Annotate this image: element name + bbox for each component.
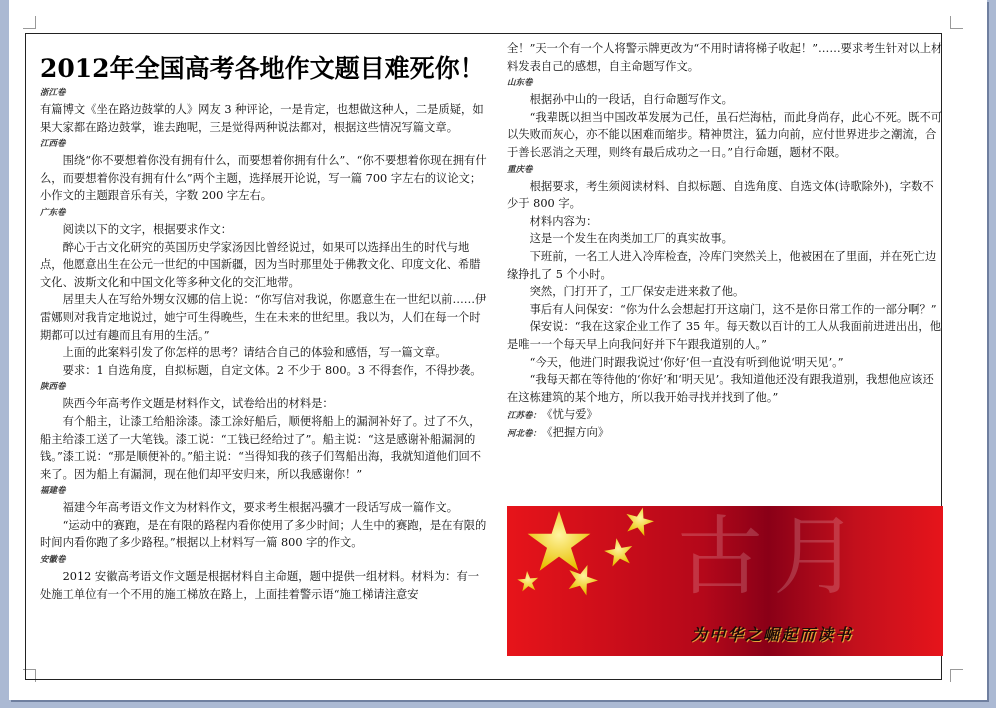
paragraph: “运动中的赛跑，是在有限的路程内看你使用了多少时间；人生中的赛跑，是在有限的时间内看你跑了多少路程。”根据以上材料写一篇 800 字的作文。 xyxy=(40,518,487,550)
paragraph: 要求：1 自选角度，自拟标题，自定文体。2 不少于 800。3 不得套作，不得抄袭。 xyxy=(62,363,482,377)
paragraph: 下班前，一名工人进入冷库检查，冷库门突然关上，他被困在了里面，并在死亡边缘挣扎了 5 个小时。 xyxy=(507,249,937,281)
section-label: 江苏卷： xyxy=(507,411,542,422)
text-column-left xyxy=(40,40,490,603)
section-heading: 江西卷 xyxy=(40,139,66,150)
banner-image xyxy=(507,506,943,656)
paragraph: 突然，门打开了，工厂保安走进来救了他。 xyxy=(529,285,745,299)
crop-mark-top-left xyxy=(23,16,36,29)
small-star-icon-3 xyxy=(563,560,601,598)
paragraph: 陕西今年高考作文题是材料作文，试卷给出的材料是： xyxy=(62,397,334,411)
paragraph: “我每天都在等待他的‘你好’和‘明天见’。我知道他还没有跟我道别，我想他应该还在这栋建筑的某个地方，所以我开始寻找并找到了他。” xyxy=(507,373,934,404)
paragraph: 福建今年高考语文作文为材料作文，要求考生根据冯骥才一段话写成一篇作文。 xyxy=(62,501,458,515)
paragraph: 这是一个发生在肉类加工厂的真实故事。 xyxy=(529,232,733,246)
paragraph: 居里夫人在写给外甥女汉娜的信上说：“你写信对我说，你愿意生在一世纪以前……伊雷娜则对我肯定地说过，她宁可生得晚些，生在未来的世纪里。我以为，人们在每一个时期都可以过有趣而且有用的生活。” xyxy=(40,293,487,342)
section-essay-title: 《忧与爱》 xyxy=(547,408,598,422)
section-heading: 重庆卷 xyxy=(507,164,533,175)
section-heading: 福建卷 xyxy=(40,486,66,497)
paragraph: 有篇博文《坐在路边鼓掌的人》网友 3 种评论，一是肯定，也想做这种人，二是质疑，如果大家都在路边鼓掌，谁去跑呢，三是觉得两种说法都对，根据这些情况写篇文章。 xyxy=(40,103,484,134)
section-heading: 山东卷 xyxy=(507,78,533,89)
paragraph: 保安说：“我在这家企业工作了 35 年。每天数以百计的工人从我面前进进出出，他是唯一一个每天早上向我问好并下午跟我道别的人。” xyxy=(507,320,942,351)
section-line xyxy=(507,424,944,442)
small-star-icon-4 xyxy=(517,570,540,592)
small-star-icon-1 xyxy=(622,506,657,537)
section-heading: 广东卷 xyxy=(40,207,66,218)
crop-mark-top-right xyxy=(950,16,963,29)
section-heading: 安徽卷 xyxy=(40,555,66,566)
crop-mark-bottom-right xyxy=(950,669,963,682)
small-star-icon-2 xyxy=(602,536,635,568)
paragraph: 全！”天一个有一个人将警示牌更改为“不用时请将梯子收起！”……要求考生针对以上材料发表自己的感想，自主命题写作文。 xyxy=(507,42,943,73)
paragraph: 根据孙中山的一段话，自行命题写作文。 xyxy=(529,93,733,107)
paragraph: 醉心于古文化研究的英国历史学家汤因比曾经说过，如果可以选择出生的时代与地点，他愿意出生在公元一世纪的中国新疆，因为当时那里处于佛教文化、印度文化、希腊文化、波斯文化和中国文化等多种文化的交汇地带。 xyxy=(40,240,481,289)
paragraph: 围绕“你不要想着你没有拥有什么，而要想着你拥有什么”、“你不要想着你现在拥有什么，而要想着你没有拥有什么”两个主题，选择展开论说，写一篇 700 字左右的议论文；小作文的主题跟音乐有关，字数 200 字左右。 xyxy=(40,154,487,203)
paragraph: 2012 安徽高考语文作文题是根据材料自主命题，题中提供一组材料。材料为：有一处施工单位有一个不用的施工梯放在路上，上面挂着警示语“施工梯请注意安 xyxy=(40,570,480,601)
banner-ghost-text: 古月 xyxy=(677,507,869,607)
section-line xyxy=(507,406,944,424)
section-label: 河北卷： xyxy=(507,429,542,440)
paragraph: 阅读以下的文字，根据要求作文： xyxy=(62,222,233,236)
large-star-icon xyxy=(528,511,591,571)
section-heading: 浙江卷 xyxy=(40,88,66,98)
banner-slogan: 为中华之崛起而读书 xyxy=(691,625,854,644)
paragraph: 上面的此案料引发了你怎样的思考？请结合自己的体验和感悟，写一篇文章。 xyxy=(62,346,447,360)
paragraph: “今天，他进门时跟我说过‘你好’但一直没有听到他说‘明天见’。” xyxy=(529,355,844,369)
text-column-right xyxy=(507,40,944,442)
paragraph: “我辈既以担当中国改革发展为己任，虽石烂海枯，而此身尚存，此心不死。既不可以失败而灰心，亦不能以困难而缩步。精神贯注，猛力向前，应付世界进步之潮流，合于善长恶消之天理，则终有最后成功之一日。”自行命题，题材不限。 xyxy=(507,110,943,159)
section-heading: 陕西卷 xyxy=(40,382,66,393)
paragraph: 事后有人问保安：“你为什么会想起打开这扇门，这不是你日常工作的一部分啊？” xyxy=(529,302,937,316)
document-title: 2012年全国高考各地作文题目难死你！ xyxy=(40,54,485,83)
paragraph: 材料内容为： xyxy=(529,214,598,228)
paragraph: 根据要求，考生须阅读材料、自拟标题、自选角度、自选文体(诗歌除外)，字数不少于 800 字。 xyxy=(507,179,934,211)
section-essay-title: 《把握方向》 xyxy=(547,426,610,440)
paragraph: 有个船主，让漆工给船涂漆。漆工涂好船后，顺便将船上的漏洞补好了。过了不久，船主给漆工送了一大笔钱。漆工说：“工钱已经给过了”。船主说：“这是感谢补船漏洞的钱。”漆工说：“那是顺便补的。”船主说：“当得知我的孩子们驾船出海，我就知道他们回不来了。因为船上有漏洞，现在他们却平安归来，所以我感谢你！” xyxy=(40,414,482,481)
